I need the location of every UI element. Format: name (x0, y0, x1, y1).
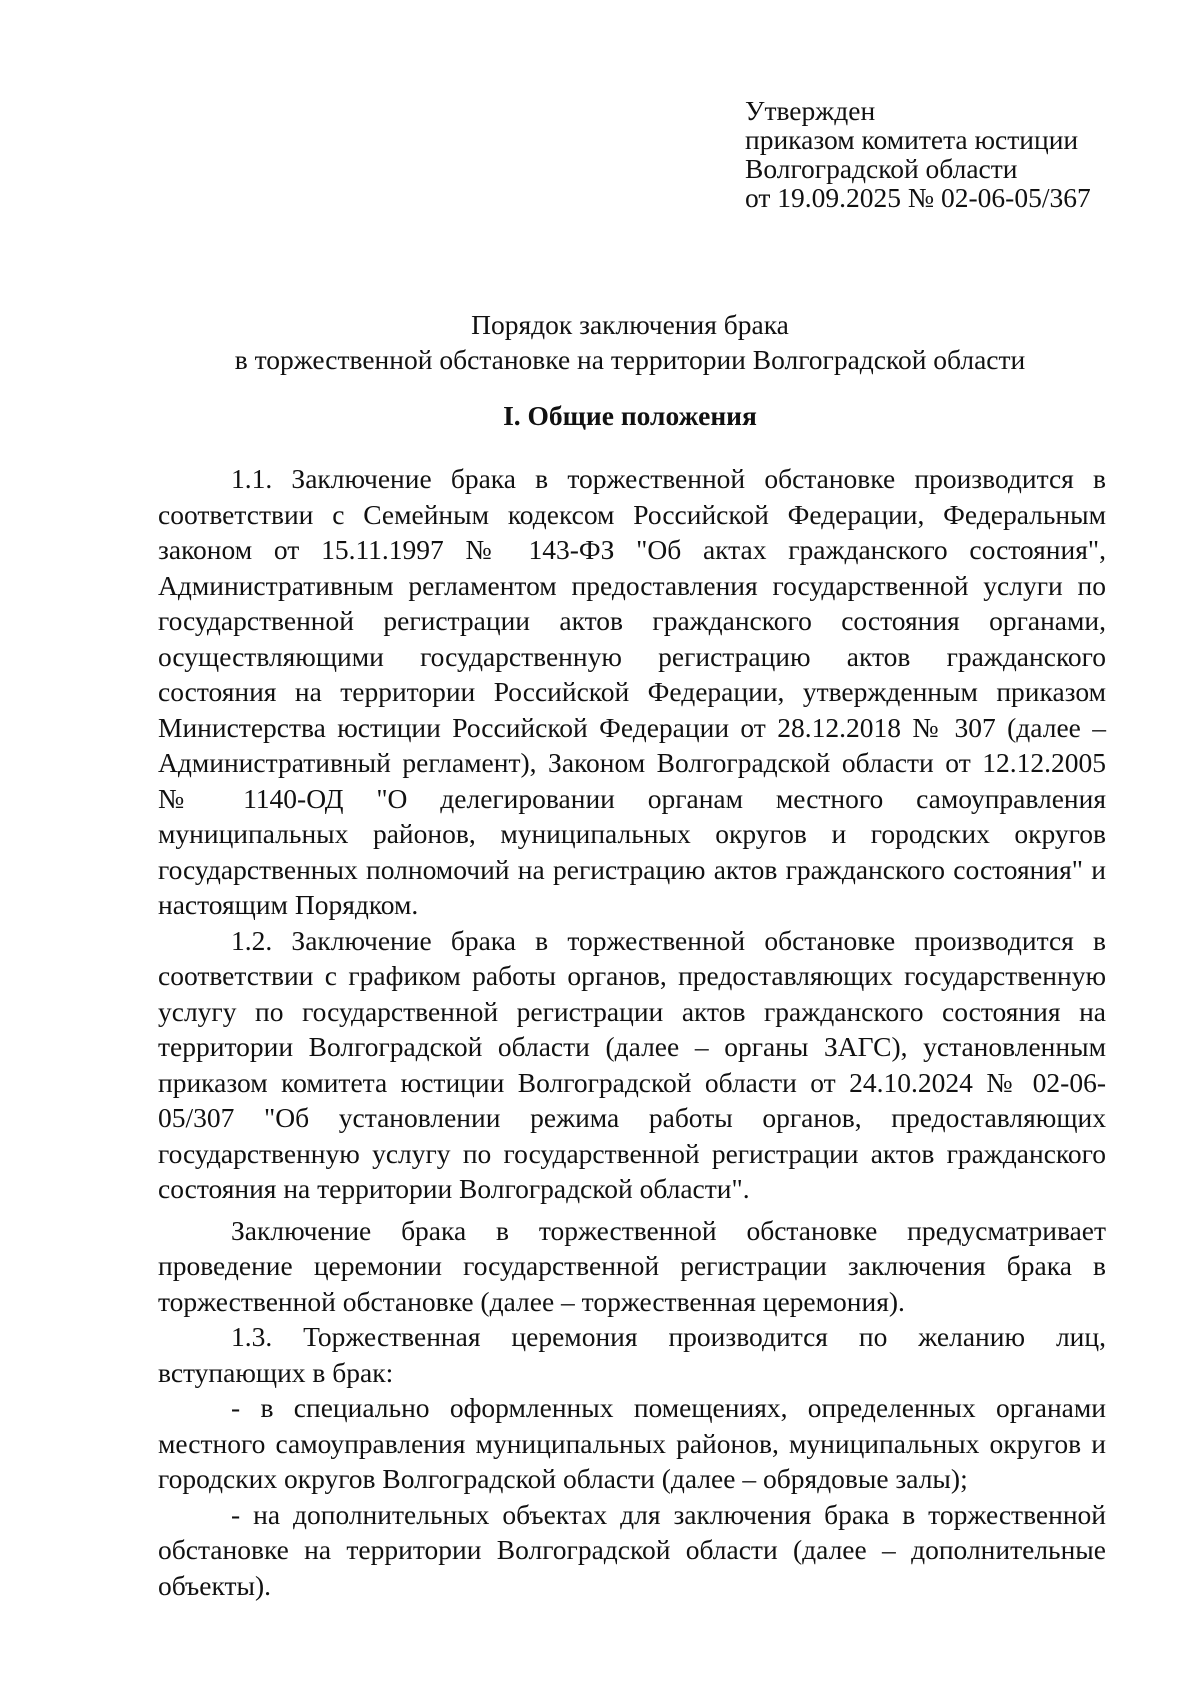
list-item-ritual-halls: - в специально оформленных помещениях, определенных органами местного самоуправления муниципальных районов, муниципальных округов и городских округов Волгоградской области (далее – обрядовые залы); (158, 1392, 1106, 1494)
paragraph-1-3: 1.3. Торжественная церемония производится по желанию лиц, вступающих в брак: (158, 1321, 1106, 1388)
approval-line-1: Утвержден (745, 95, 876, 126)
approval-line-2: приказом комитета юстиции (745, 124, 1079, 155)
title-line-1: Порядок заключения брака (471, 309, 789, 340)
list-item-additional-objects: - на дополнительных объектах для заключения брака в торжественной обстановке на территории Волгоградской области (далее – дополнительные объекты). (158, 1498, 1106, 1601)
paragraph-ceremony-definition: Заключение брака в торжественной обстановке предусматривает проведение церемонии государственной регистрации заключения брака в торжественной обстановке (далее – торжественная церемония). (158, 1214, 1106, 1317)
paragraph-1-1: 1.1. Заключение брака в торжественной обстановке производится в соответствии с Семейным кодексом Российской Федерации, Федеральным законом от 15.11.1997 № 143-ФЗ "Об актах гражданского состояния", Административным регламентом предоставления государственной услуги по государственной регистрации актов гражданского состояния органами, осуществляющими государственную регистрацию актов гражданского состояния на территории Российской Федерации, утвержденным приказом Министерства юстиции Российской Федерации от 28.12.2018 № 307 (далее – Административный регламент), Законом Волгоградской области от 12.12.2005 № 1140-ОД "О делегировании органам местного самоуправления муниципальных районов, муниципальных округов и городских округов государственных полномочий на регистрацию актов гражданского состояния" и настоящим Порядком. (158, 463, 1106, 920)
approval-line-4: от 19.09.2025 № 02-06-05/367 (745, 182, 1091, 213)
document-title (0, 307, 1200, 377)
document-body (158, 461, 1106, 1603)
paragraph-1-2: 1.2. Заключение брака в торжественной обстановке производится в соответствии с графиком работы органов, предоставляющих государственную услугу по государственной регистрации актов гражданского состояния на территории Волгоградской области (далее – органы ЗАГС), установленным приказом комитета юстиции Волгоградской области от 24.10.2024 № 02-06-05/307 "Об установлении режима работы органов, предоставляющих государственную услугу по государственной регистрации актов гражданского состояния на территории Волгоградской области". (158, 924, 1106, 1204)
title-line-2: в торжественной обстановке на территории Волгоградской области (234, 344, 1026, 375)
section-heading: I. Общие положения (503, 400, 757, 431)
approval-line-3: Волгоградской области (745, 153, 1018, 184)
approval-block (745, 96, 1145, 212)
